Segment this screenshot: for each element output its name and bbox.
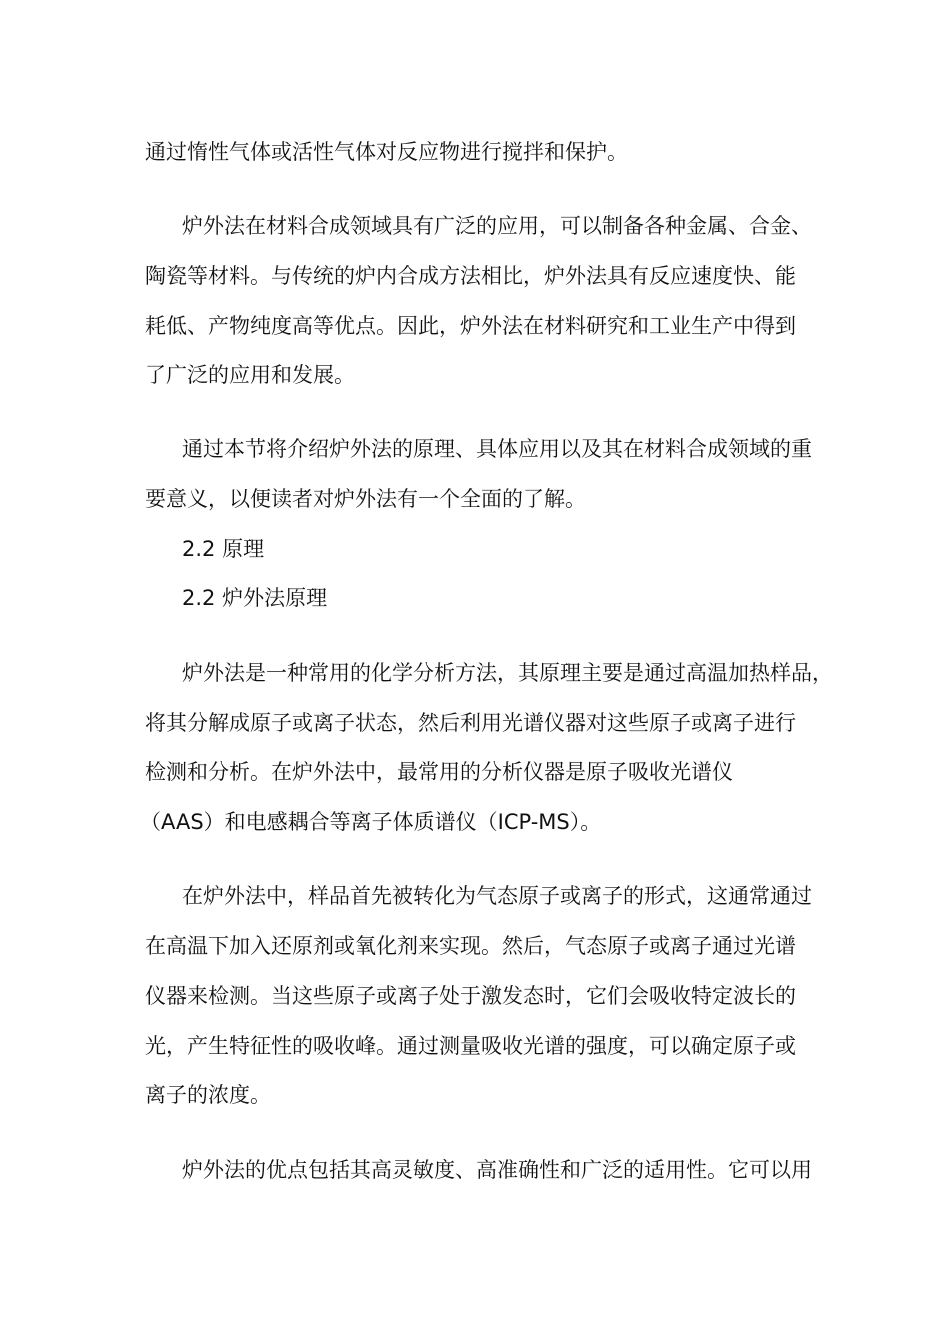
paragraph-line: 在高温下加入还原剂或氧化剂来实现。然后，气态原子或离子通过光谱 — [145, 934, 796, 958]
section-heading: 2.2 炉外法原理 — [182, 586, 328, 610]
paragraph-line: 通过本节将介绍炉外法的原理、具体应用以及其在材料合成领域的重 — [182, 437, 812, 461]
paragraph-line: 炉外法的优点包括其高灵敏度、高准确性和广泛的适用性。它可以用 — [182, 1158, 812, 1182]
paragraph-line: 耗低、产物纯度高等优点。因此，炉外法在材料研究和工业生产中得到 — [145, 314, 796, 338]
paragraph-line: 陶瓷等材料。与传统的炉内合成方法相比，炉外法具有反应速度快、能 — [145, 264, 796, 288]
paragraph-line: 光，产生特征性的吸收峰。通过测量吸收光谱的强度，可以确定原子或 — [145, 1034, 796, 1058]
paragraph-line: 在炉外法中，样品首先被转化为气态原子或离子的形式，这通常通过 — [182, 884, 812, 908]
paragraph-line: 将其分解成原子或离子状态，然后利用光谱仪器对这些原子或离子进行 — [145, 711, 796, 735]
section-heading: 2.2 原理 — [182, 537, 265, 561]
paragraph-line: 检测和分析。在炉外法中，最常用的分析仪器是原子吸收光谱仪 — [145, 760, 733, 784]
paragraph-line: 仪器来检测。当这些原子或离子处于激发态时，它们会吸收特定波长的 — [145, 984, 796, 1008]
paragraph-line: 炉外法在材料合成领域具有广泛的应用，可以制备各种金属、合金、 — [182, 214, 812, 238]
paragraph-line: 离子的浓度。 — [145, 1083, 271, 1107]
paragraph-line: 要意义，以便读者对炉外法有一个全面的了解。 — [145, 487, 586, 511]
paragraph-line: （AAS）和电感耦合等离子体质谱仪（ICP-MS）。 — [140, 810, 602, 834]
paragraph-line: 了广泛的应用和发展。 — [145, 363, 355, 387]
paragraph-line: 炉外法是一种常用的化学分析方法，其原理主要是通过高温加热样品， — [182, 661, 833, 685]
paragraph-line: 通过惰性气体或活性气体对反应物进行搅拌和保护。 — [145, 140, 628, 164]
